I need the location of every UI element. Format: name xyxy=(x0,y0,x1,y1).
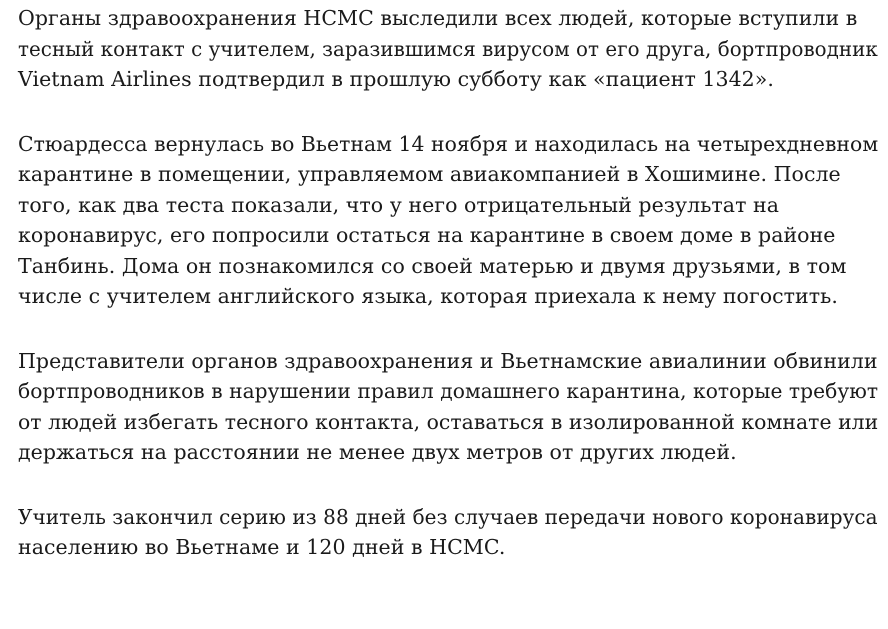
paragraph-4 xyxy=(18,502,878,563)
paragraph-line: держаться на расстоянии не менее двух метров от других людей. xyxy=(18,440,737,464)
paragraph-line: Учитель закончил серию из 88 дней без случаев передачи нового коронавируса xyxy=(18,504,878,529)
paragraph-line: Представители органов здравоохранения и Вьетнамские авиалинии обвинили xyxy=(18,348,878,373)
paragraph-line: тесный контакт с учителем, заразившимся вирусом от его друга, бортпроводник xyxy=(18,36,878,61)
paragraph-line: Танбинь. Дома он познакомился со своей матерью и двумя друзьями, в том xyxy=(18,253,847,278)
paragraph-line: коронавирус, его попросили остаться на карантине в своем доме в районе xyxy=(18,223,836,247)
paragraph-1 xyxy=(18,3,878,95)
paragraph-line: Стюардесса вернулась во Вьетнам 14 ноября и находилась на четырехдневном xyxy=(18,131,879,156)
paragraph-line: Органы здравоохранения HCMC выследили всех людей, которые вступили в xyxy=(18,6,858,30)
paragraph-3 xyxy=(18,346,878,468)
article-body xyxy=(18,0,878,597)
paragraph-line: карантине в помещении, управляемом авиакомпанией в Хошимине. После xyxy=(18,162,841,186)
paragraph-line: Vietnam Airlines подтвердил в прошлую субботу как «пациент 1342». xyxy=(18,67,774,91)
paragraph-line: числе с учителем английского языка, которая приехала к нему погостить. xyxy=(18,284,838,308)
paragraph-line: от людей избегать тесного контакта, оставаться в изолированной комнате или xyxy=(18,409,879,434)
paragraph-line: населению во Вьетнаме и 120 дней в HCMC. xyxy=(18,535,506,559)
paragraph-2 xyxy=(18,129,878,312)
paragraph-line: того, как два теста показали, что у него отрицательный результат на xyxy=(18,192,780,217)
paragraph-line: бортпроводников в нарушении правил домашнего карантина, которые требуют xyxy=(18,379,879,403)
